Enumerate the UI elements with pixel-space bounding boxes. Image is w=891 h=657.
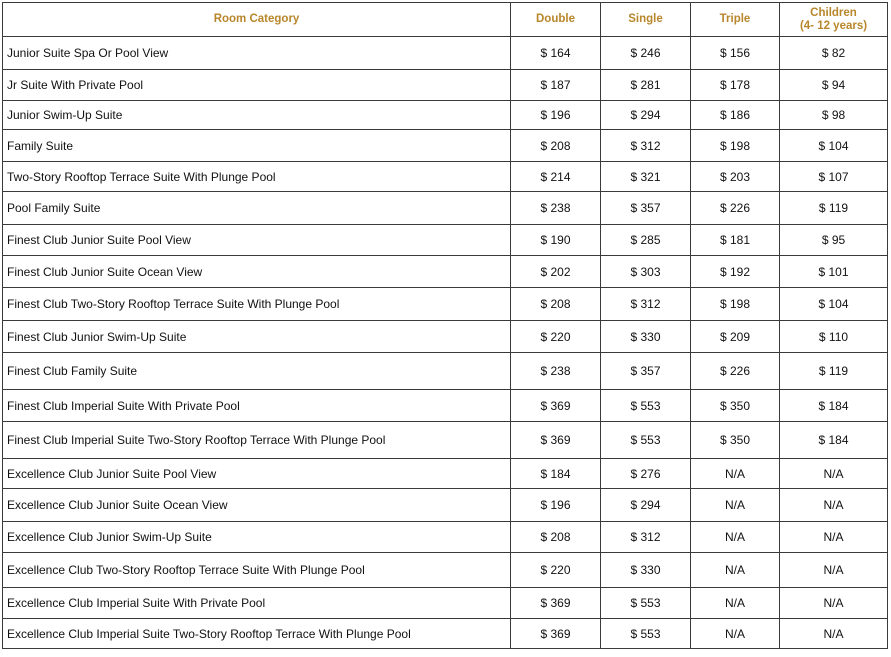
price-children: $ 94 bbox=[780, 70, 888, 101]
price-single: $ 553 bbox=[601, 588, 691, 619]
room-name: Finest Club Imperial Suite Two-Story Rooftop Terrace With Plunge Pool bbox=[3, 422, 511, 459]
price-single: $ 285 bbox=[601, 225, 691, 256]
price-triple: N/A bbox=[691, 553, 780, 588]
room-name: Finest Club Two-Story Rooftop Terrace Suite With Plunge Pool bbox=[3, 288, 511, 321]
price-single: $ 312 bbox=[601, 130, 691, 162]
price-single: $ 246 bbox=[601, 37, 691, 70]
room-name: Two-Story Rooftop Terrace Suite With Plunge Pool bbox=[3, 162, 511, 192]
price-triple: $ 198 bbox=[691, 130, 780, 162]
price-triple: $ 178 bbox=[691, 70, 780, 101]
price-double: $ 190 bbox=[511, 225, 601, 256]
header-children-label: Children bbox=[810, 6, 857, 19]
header-single: Single bbox=[601, 3, 691, 37]
header-row bbox=[3, 3, 888, 37]
room-name: Finest Club Junior Suite Pool View bbox=[3, 225, 511, 256]
room-name: Excellence Club Two-Story Rooftop Terrace Suite With Plunge Pool bbox=[3, 553, 511, 588]
price-single: $ 312 bbox=[601, 288, 691, 321]
room-name: Pool Family Suite bbox=[3, 192, 511, 225]
price-single: $ 553 bbox=[601, 422, 691, 459]
price-single: $ 357 bbox=[601, 192, 691, 225]
price-single: $ 553 bbox=[601, 390, 691, 422]
price-double: $ 220 bbox=[511, 321, 601, 353]
room-name: Junior Suite Spa Or Pool View bbox=[3, 37, 511, 70]
room-name: Finest Club Imperial Suite With Private Pool bbox=[3, 390, 511, 422]
table-row bbox=[3, 288, 888, 321]
price-single: $ 553 bbox=[601, 619, 691, 649]
table-row bbox=[3, 37, 888, 70]
price-single: $ 312 bbox=[601, 522, 691, 553]
price-children: $ 82 bbox=[780, 37, 888, 70]
price-single: $ 303 bbox=[601, 256, 691, 288]
price-single: $ 330 bbox=[601, 553, 691, 588]
price-triple: $ 226 bbox=[691, 353, 780, 390]
room-name: Excellence Club Junior Suite Pool View bbox=[3, 459, 511, 489]
price-triple: $ 203 bbox=[691, 162, 780, 192]
table-row bbox=[3, 256, 888, 288]
table-row bbox=[3, 619, 888, 649]
room-name: Jr Suite With Private Pool bbox=[3, 70, 511, 101]
price-children: N/A bbox=[780, 619, 888, 649]
price-double: $ 184 bbox=[511, 459, 601, 489]
price-double: $ 369 bbox=[511, 588, 601, 619]
table-row bbox=[3, 225, 888, 256]
room-name: Family Suite bbox=[3, 130, 511, 162]
price-single: $ 281 bbox=[601, 70, 691, 101]
rate-table bbox=[2, 2, 888, 649]
table-row bbox=[3, 459, 888, 489]
price-children: $ 184 bbox=[780, 390, 888, 422]
table-row bbox=[3, 353, 888, 390]
price-double: $ 214 bbox=[511, 162, 601, 192]
price-single: $ 276 bbox=[601, 459, 691, 489]
table-row bbox=[3, 390, 888, 422]
price-double: $ 220 bbox=[511, 553, 601, 588]
price-triple: $ 186 bbox=[691, 101, 780, 130]
header-triple: Triple bbox=[691, 3, 780, 37]
price-children: $ 110 bbox=[780, 321, 888, 353]
price-children: $ 107 bbox=[780, 162, 888, 192]
room-name: Excellence Club Junior Suite Ocean View bbox=[3, 489, 511, 522]
table-row bbox=[3, 130, 888, 162]
table-row bbox=[3, 101, 888, 130]
room-name: Finest Club Junior Swim-Up Suite bbox=[3, 321, 511, 353]
price-double: $ 369 bbox=[511, 390, 601, 422]
price-children: N/A bbox=[780, 588, 888, 619]
price-double: $ 238 bbox=[511, 192, 601, 225]
price-double: $ 187 bbox=[511, 70, 601, 101]
table-row bbox=[3, 588, 888, 619]
price-triple: $ 209 bbox=[691, 321, 780, 353]
price-triple: $ 181 bbox=[691, 225, 780, 256]
price-triple: $ 350 bbox=[691, 422, 780, 459]
price-double: $ 208 bbox=[511, 288, 601, 321]
price-double: $ 202 bbox=[511, 256, 601, 288]
price-double: $ 208 bbox=[511, 130, 601, 162]
room-name: Junior Swim-Up Suite bbox=[3, 101, 511, 130]
price-children: $ 104 bbox=[780, 288, 888, 321]
table-row bbox=[3, 553, 888, 588]
header-children-age-range: (4- 12 years) bbox=[799, 19, 868, 32]
price-triple: $ 198 bbox=[691, 288, 780, 321]
header-room-category: Room Category bbox=[3, 3, 511, 37]
header-children bbox=[780, 3, 888, 37]
price-double: $ 208 bbox=[511, 522, 601, 553]
price-triple: $ 156 bbox=[691, 37, 780, 70]
price-children: $ 104 bbox=[780, 130, 888, 162]
price-triple: $ 192 bbox=[691, 256, 780, 288]
price-children: N/A bbox=[780, 489, 888, 522]
header-double: Double bbox=[511, 3, 601, 37]
price-children: $ 119 bbox=[780, 192, 888, 225]
price-children: $ 184 bbox=[780, 422, 888, 459]
price-triple: N/A bbox=[691, 619, 780, 649]
price-double: $ 369 bbox=[511, 422, 601, 459]
price-double: $ 164 bbox=[511, 37, 601, 70]
price-triple: N/A bbox=[691, 522, 780, 553]
room-name: Excellence Club Junior Swim-Up Suite bbox=[3, 522, 511, 553]
table-row bbox=[3, 522, 888, 553]
price-double: $ 238 bbox=[511, 353, 601, 390]
price-children: N/A bbox=[780, 459, 888, 489]
price-double: $ 196 bbox=[511, 489, 601, 522]
room-name: Excellence Club Imperial Suite Two-Story Rooftop Terrace With Plunge Pool bbox=[3, 619, 511, 649]
table-row bbox=[3, 70, 888, 101]
room-name: Finest Club Family Suite bbox=[3, 353, 511, 390]
table-row bbox=[3, 489, 888, 522]
price-single: $ 330 bbox=[601, 321, 691, 353]
price-children: $ 98 bbox=[780, 101, 888, 130]
price-triple: $ 350 bbox=[691, 390, 780, 422]
price-double: $ 369 bbox=[511, 619, 601, 649]
price-triple: N/A bbox=[691, 489, 780, 522]
room-name: Excellence Club Imperial Suite With Private Pool bbox=[3, 588, 511, 619]
table-row bbox=[3, 321, 888, 353]
price-single: $ 357 bbox=[601, 353, 691, 390]
price-single: $ 294 bbox=[601, 101, 691, 130]
price-children: $ 101 bbox=[780, 256, 888, 288]
price-children: $ 119 bbox=[780, 353, 888, 390]
price-single: $ 321 bbox=[601, 162, 691, 192]
room-name: Finest Club Junior Suite Ocean View bbox=[3, 256, 511, 288]
price-single: $ 294 bbox=[601, 489, 691, 522]
table-row bbox=[3, 192, 888, 225]
table-row bbox=[3, 422, 888, 459]
price-double: $ 196 bbox=[511, 101, 601, 130]
price-triple: N/A bbox=[691, 588, 780, 619]
price-children: $ 95 bbox=[780, 225, 888, 256]
price-children: N/A bbox=[780, 522, 888, 553]
price-triple: $ 226 bbox=[691, 192, 780, 225]
price-children: N/A bbox=[780, 553, 888, 588]
table-row bbox=[3, 162, 888, 192]
price-triple: N/A bbox=[691, 459, 780, 489]
